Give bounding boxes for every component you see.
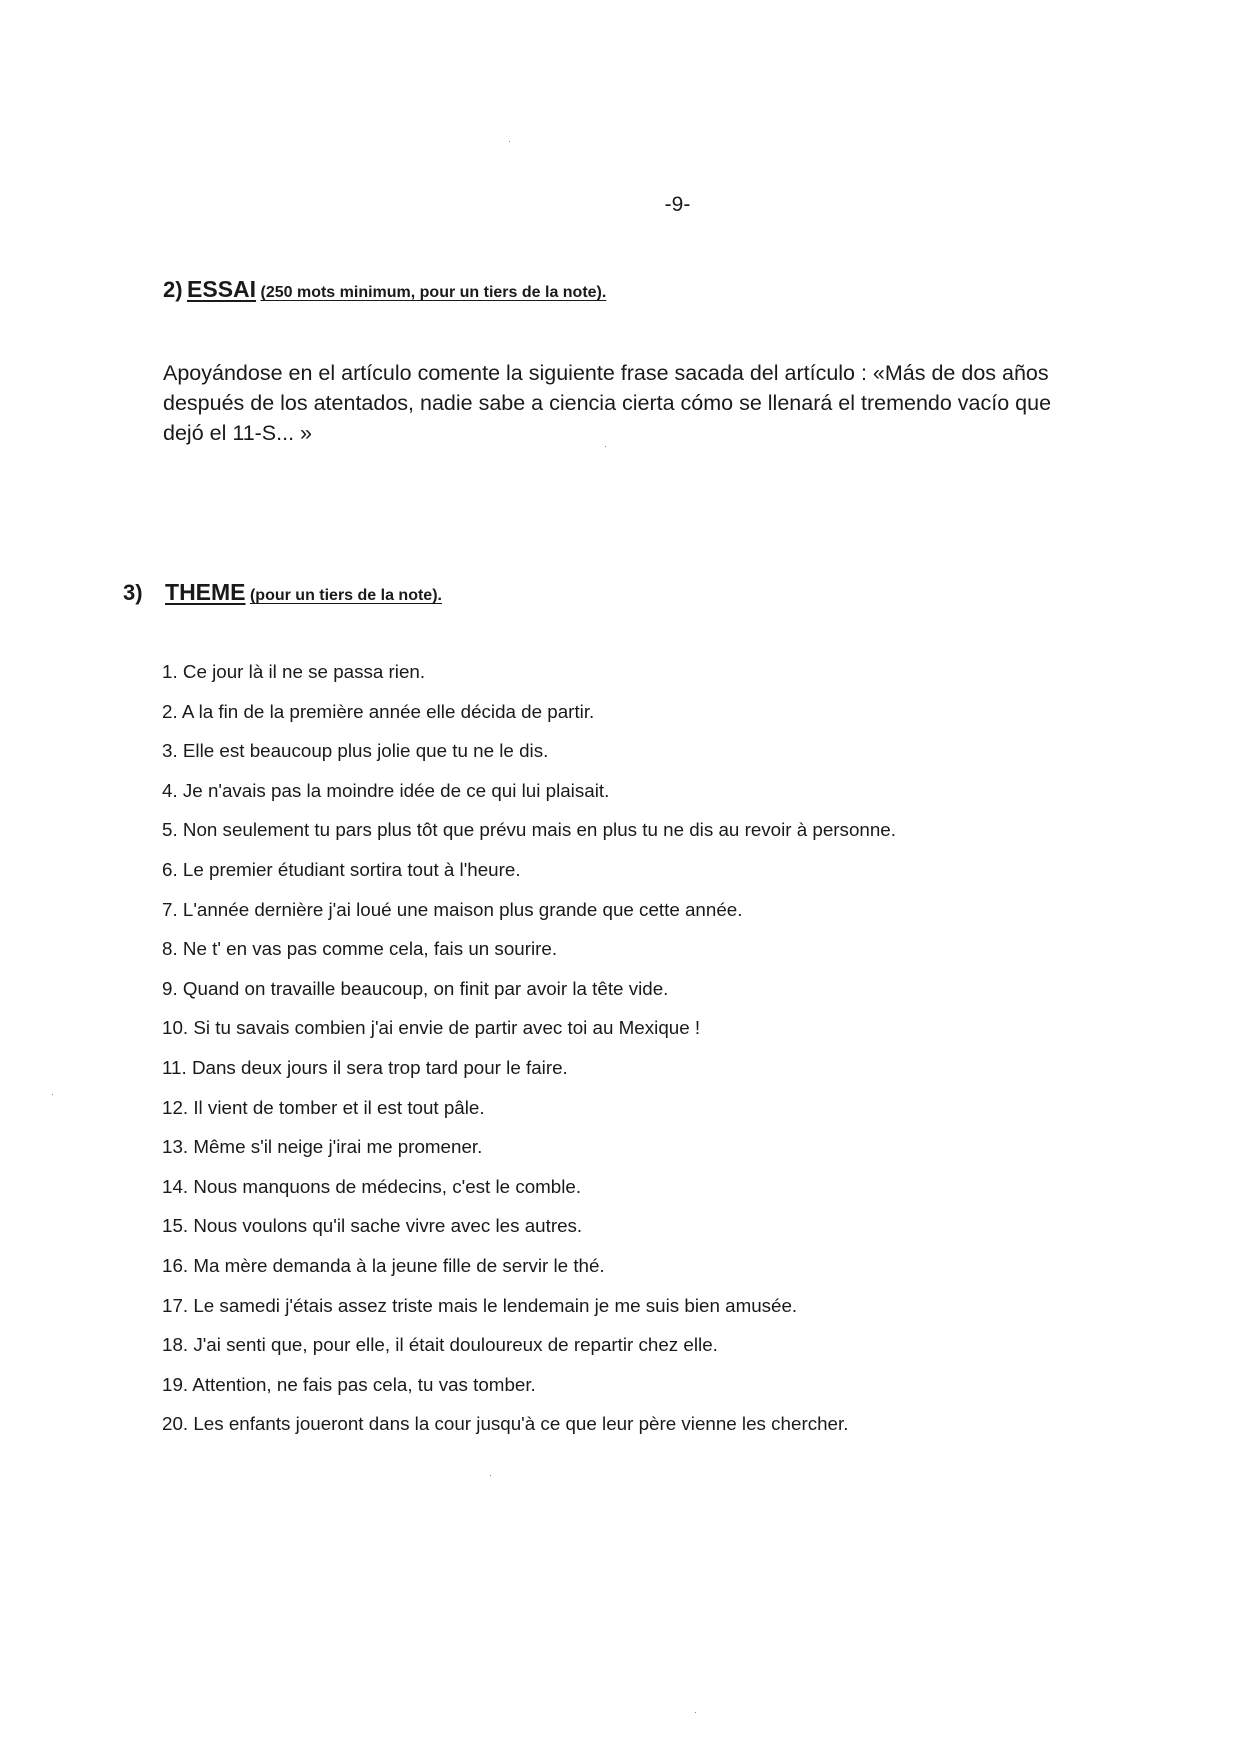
sentence-text: Ce jour là il ne se passa rien. bbox=[182, 661, 426, 682]
sentence-number: 11. bbox=[162, 1057, 187, 1078]
sentence-text: Si tu savais combien j'ai envie de partir avec toi au Mexique ! bbox=[193, 1017, 701, 1039]
sentence-number: 3. bbox=[162, 740, 178, 762]
essai-title: ESSAI bbox=[187, 276, 257, 302]
sentence-number: 8. bbox=[162, 938, 178, 960]
theme-title: THEME bbox=[165, 579, 246, 605]
scan-speck bbox=[52, 1094, 53, 1095]
sentence-number: 10. bbox=[162, 1017, 189, 1039]
scan-speck bbox=[695, 1712, 696, 1713]
sentence-number: 2. bbox=[162, 700, 178, 722]
sentence-number: 7. bbox=[162, 898, 178, 920]
sentence-text: Je n'avais pas la moindre idée de ce qui lui plaisait. bbox=[182, 779, 610, 801]
theme-sentence-item bbox=[162, 1255, 605, 1277]
theme-sentence-item bbox=[162, 819, 896, 841]
theme-sentence-item bbox=[162, 780, 609, 802]
theme-sentence-item bbox=[162, 1097, 485, 1119]
theme-sentence-item bbox=[162, 740, 548, 762]
theme-number: 3) bbox=[123, 580, 143, 605]
page-number: -9- bbox=[664, 193, 691, 216]
sentence-number: 12. bbox=[162, 1096, 189, 1118]
sentence-text: Dans deux jours il sera trop tard pour le faire. bbox=[191, 1057, 568, 1078]
sentence-number: 19. bbox=[162, 1373, 189, 1395]
theme-sentence-item bbox=[162, 701, 594, 723]
sentence-text: Nous manquons de médecins, c'est le comble. bbox=[193, 1175, 582, 1197]
sentence-number: 18. bbox=[162, 1334, 189, 1356]
sentence-number: 15. bbox=[162, 1215, 189, 1237]
scan-speck bbox=[509, 141, 510, 142]
sentence-text: Il vient de tomber et il est tout pâle. bbox=[193, 1096, 485, 1118]
theme-sentence-item bbox=[162, 1136, 482, 1158]
sentence-text: Ma mère demanda à la jeune fille de servir le thé. bbox=[193, 1255, 605, 1276]
essai-number: 2) bbox=[163, 277, 183, 302]
sentence-text: Les enfants joueront dans la cour jusqu'à ce que leur père vienne les chercher. bbox=[193, 1413, 849, 1435]
theme-sentence-item bbox=[162, 1215, 582, 1237]
sentence-number: 13. bbox=[162, 1136, 189, 1158]
theme-heading bbox=[123, 579, 442, 606]
sentence-text: A la fin de la première année elle décida de partir. bbox=[181, 700, 595, 722]
sentence-number: 6. bbox=[162, 859, 178, 880]
essai-heading bbox=[163, 276, 606, 303]
theme-sentence-item bbox=[162, 1374, 536, 1396]
theme-sentence-item bbox=[162, 1334, 718, 1356]
sentence-number: 17. bbox=[162, 1294, 189, 1316]
sentence-number: 5. bbox=[162, 819, 178, 841]
theme-sentence-item bbox=[162, 1295, 797, 1317]
sentence-text: Ne t' en vas pas comme cela, fais un sourire. bbox=[182, 938, 558, 960]
sentence-text: Le premier étudiant sortira tout à l'heure. bbox=[182, 859, 521, 880]
sentence-number: 1. bbox=[162, 661, 178, 682]
sentence-text: Même s'il neige j'irai me promener. bbox=[193, 1136, 483, 1158]
sentence-text: J'ai senti que, pour elle, il était douloureux de repartir chez elle. bbox=[193, 1334, 718, 1356]
theme-sentence-item bbox=[162, 899, 742, 921]
theme-sentence-item bbox=[162, 1413, 848, 1435]
sentence-text: Le samedi j'étais assez triste mais le lendemain je me suis bien amusée. bbox=[193, 1294, 798, 1316]
sentence-number: 14. bbox=[162, 1175, 189, 1197]
essai-note: (250 mots minimum, pour un tiers de la note). bbox=[260, 284, 607, 301]
sentence-text: Elle est beaucoup plus jolie que tu ne le dis. bbox=[182, 740, 549, 762]
scan-speck bbox=[490, 1475, 491, 1476]
sentence-text: Attention, ne fais pas cela, tu vas tomber. bbox=[192, 1373, 536, 1395]
sentence-number: 9. bbox=[162, 977, 178, 999]
sentence-text: Quand on travaille beaucoup, on finit par avoir la tête vide. bbox=[182, 977, 669, 999]
theme-sentence-item bbox=[162, 1057, 568, 1079]
theme-sentence-item bbox=[162, 859, 521, 881]
sentence-text: L'année dernière j'ai loué une maison plus grande que cette année. bbox=[182, 898, 743, 920]
sentence-number: 16. bbox=[162, 1255, 189, 1276]
sentence-number: 4. bbox=[162, 779, 178, 801]
scan-speck bbox=[605, 446, 606, 447]
theme-sentence-item bbox=[162, 938, 557, 960]
theme-sentence-item bbox=[162, 978, 668, 1000]
essay-prompt: Apoyándose en el artículo comente la siguiente frase sacada del artículo : «Más de dos años después de los atentados, nadie sabe a ciencia cierta cómo se llenará el tremendo vacío que dejó el 11-S... » bbox=[163, 361, 1052, 445]
sentence-text: Nous voulons qu'il sache vivre avec les autres. bbox=[193, 1215, 583, 1237]
theme-note: (pour un tiers de la note). bbox=[249, 587, 442, 604]
sentence-text: Non seulement tu pars plus tôt que prévu mais en plus tu ne dis au revoir à personne. bbox=[182, 819, 896, 841]
theme-sentence-item bbox=[162, 661, 425, 683]
theme-sentence-item bbox=[162, 1017, 700, 1039]
theme-sentence-item bbox=[162, 1176, 581, 1198]
sentence-number: 20. bbox=[162, 1413, 189, 1435]
